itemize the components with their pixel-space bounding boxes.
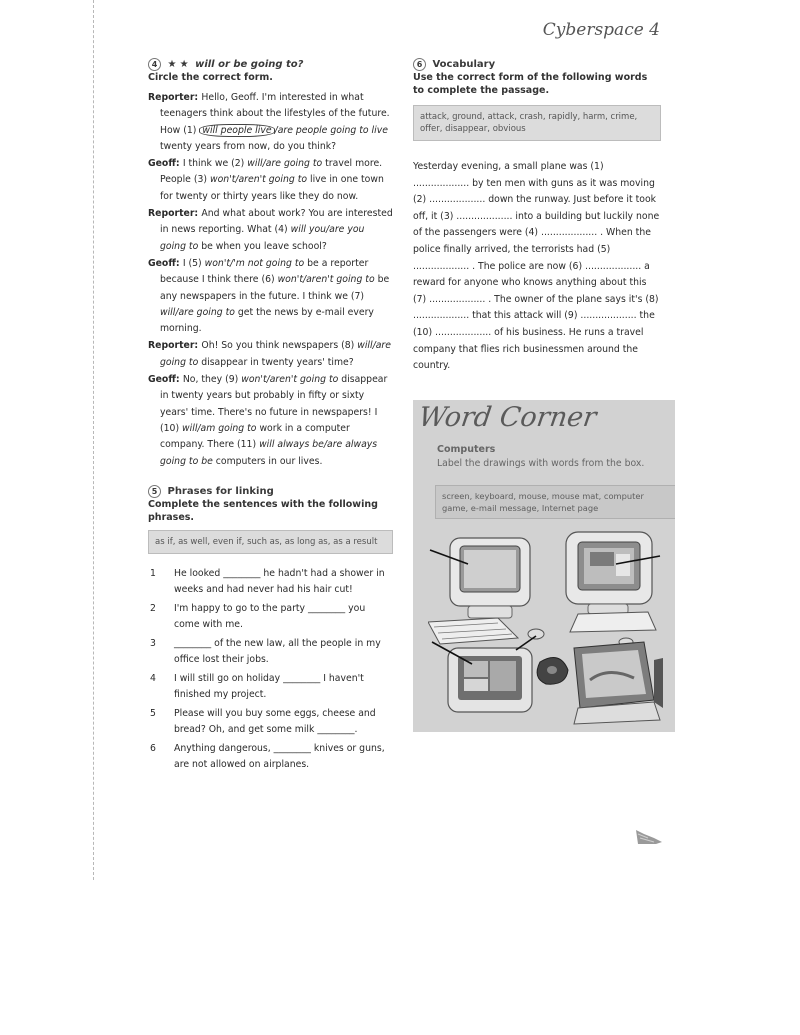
list-item <box>148 636 393 668</box>
speaker-label: Reporter: <box>148 208 202 220</box>
speaker-label: Geoff: <box>148 374 183 386</box>
answer-option[interactable]: will/are going to <box>160 340 391 368</box>
speaker-label: Geoff: <box>148 158 183 170</box>
dialogue-text: And what about work? You are interested in news reporting. What (4) <box>160 208 393 236</box>
exercise-5-heading <box>148 485 393 498</box>
dialogue-line <box>148 372 393 470</box>
item-number: 1 <box>150 567 156 579</box>
dialogue-text: I (5) <box>182 257 205 269</box>
dialogue-line <box>148 338 393 371</box>
item-text: He looked ________ he hadn't had a shower in weeks and had never had his hair cut! <box>174 567 385 595</box>
binding-margin-line <box>93 0 95 880</box>
exercise-4-heading <box>148 58 393 71</box>
list-item <box>148 601 393 633</box>
word-corner-title: Word Corner <box>416 402 599 433</box>
page-header: Cyberspace 4 <box>542 20 660 40</box>
item-text: ________ of the new law, all the people in my office lost their jobs. <box>174 637 381 665</box>
item-number: 3 <box>150 637 156 649</box>
exercise-4-number: 4 <box>148 58 161 71</box>
item-number: 2 <box>150 602 156 614</box>
speaker-label: Reporter: <box>148 92 202 103</box>
difficulty-stars-icon: ★ ★ <box>167 59 189 70</box>
answer-option[interactable]: won't/aren't going to <box>241 374 339 386</box>
answer-option[interactable]: will/are going to <box>247 158 323 170</box>
dialogue <box>148 90 393 470</box>
answer-option[interactable]: won't/aren't going to <box>209 174 308 186</box>
computer-1-icon <box>428 538 544 644</box>
dialogue-line <box>148 256 393 337</box>
dialogue-text: be a reporter because I think there (6) <box>160 257 369 286</box>
exercise-5-instruction: Complete the sentences with the following phrases. <box>148 498 378 523</box>
computer-3-icon <box>432 636 536 712</box>
exercise-5-number: 5 <box>148 485 161 498</box>
dialogue-line <box>148 90 393 155</box>
dialogue-text: disappear in twenty years' time? <box>198 356 354 368</box>
dialogue-text: computers in our lives. <box>212 455 323 467</box>
word-corner-subtitle: Computers <box>437 444 496 455</box>
exercise-5-title: Phrases for linking <box>167 485 274 497</box>
list-item <box>148 706 393 738</box>
answer-option[interactable]: will people live <box>199 124 274 137</box>
dialogue-text: work in a computer company. There (11) <box>160 422 350 451</box>
exercise-4-instruction: Circle the correct form. <box>148 72 273 83</box>
list-item <box>148 741 393 773</box>
left-column <box>148 58 393 776</box>
dialogue-text: get the news by e-mail every morning. <box>160 306 374 335</box>
answer-option[interactable]: will you/are you going to <box>160 224 365 252</box>
dialogue-text: be when you leave school? <box>198 240 327 252</box>
dialogue-text: Hello, Geoff. I'm interested in what teenagers think about the lifestyles of the future. How (1) <box>160 92 390 136</box>
answer-option[interactable]: won't/aren't going to <box>277 274 375 286</box>
word-corner-panel <box>413 400 675 732</box>
dialogue-line <box>148 156 393 205</box>
answer-option[interactable]: will always be/are always going to be <box>160 439 378 467</box>
item-text: Anything dangerous, ________ knives or guns, are not allowed on airplanes. <box>174 742 385 770</box>
page-turn-corner-icon <box>634 828 664 846</box>
answer-option[interactable]: / <box>274 124 278 136</box>
computer-2-icon <box>566 532 660 646</box>
word-corner-instruction: Label the drawings with words from the box. <box>437 458 645 469</box>
dialogue-text: Oh! So you think newspapers (8) <box>201 340 358 352</box>
item-number: 5 <box>150 707 156 719</box>
dialogue-text: I think we (2) <box>182 158 248 170</box>
computer-4-icon <box>574 642 663 724</box>
answer-option[interactable]: will/are going to <box>160 306 235 318</box>
dialogue-line <box>148 206 393 255</box>
dialogue-text: travel more. People (3) <box>160 158 383 186</box>
exercise-6-heading <box>413 58 661 71</box>
vocabulary-box: attack, ground, attack, crash, rapidly, harm, crime, offer, disappear, obvious <box>413 105 661 141</box>
dialogue-text: disappear in twenty years but probably in fifty or sixty years' time. There's no future in newspapers! I (10) <box>160 374 388 434</box>
dialogue-text: No, they (9) <box>182 374 242 386</box>
item-number: 6 <box>150 742 156 754</box>
item-text: I will still go on holiday ________ I haven't finished my project. <box>174 672 364 700</box>
exercise-4-title: will or be going to? <box>195 59 304 70</box>
list-item <box>148 671 393 703</box>
exercise-6-number: 6 <box>413 58 426 71</box>
answer-option[interactable]: will/am going to <box>182 422 257 434</box>
dialogue-text: live in one town for twenty or thirty years like they do now. <box>160 174 384 202</box>
linking-sentences-list <box>148 566 393 773</box>
item-text: I'm happy to go to the party ________ you come with me. <box>174 602 366 630</box>
speaker-label: Geoff: <box>148 257 183 269</box>
right-column <box>413 58 661 375</box>
item-text: Please will you buy some eggs, cheese and bread? Oh, and get some milk ________. <box>174 707 376 735</box>
list-item <box>148 566 393 598</box>
answer-option[interactable]: won't/'m not going to <box>204 257 305 269</box>
computer-drawings-illustration <box>428 530 663 725</box>
vocabulary-passage: Yesterday evening, a small plane was (1) ................... by ten men with guns as it was moving (2) ................... down the runway. Just before it took off, it (3) ................... into a building but luckily none of the passengers were (4) ................... . When the police finally arrived, the terrorists had (5) ................... . The police are now (6) ................... a reward for anyone who knows anything about this (7) ................... . The owner of the plane says it's (8) ................... that this attack will (9) ................... the (10) ................... of his business. He runs a travel company that flies rich businessmen around the country. <box>413 161 660 372</box>
word-corner-box: screen, keyboard, mouse, mouse mat, computer game, e-mail message, Internet page <box>435 485 675 519</box>
phrases-box: as if, as well, even if, such as, as long as, as a result <box>148 530 393 554</box>
exercise-6-instruction: Use the correct form of the following words to complete the passage. <box>413 72 648 96</box>
exercise-6-title: Vocabulary <box>432 59 496 70</box>
answer-option[interactable]: are people going to live <box>277 124 388 136</box>
item-number: 4 <box>150 672 156 684</box>
dialogue-text: twenty years from now, do you think? <box>160 140 337 152</box>
mouse-icon <box>537 658 568 685</box>
dialogue-text: be any newspapers in the future. I think we (7) <box>160 274 390 302</box>
speaker-label: Reporter: <box>148 340 202 352</box>
